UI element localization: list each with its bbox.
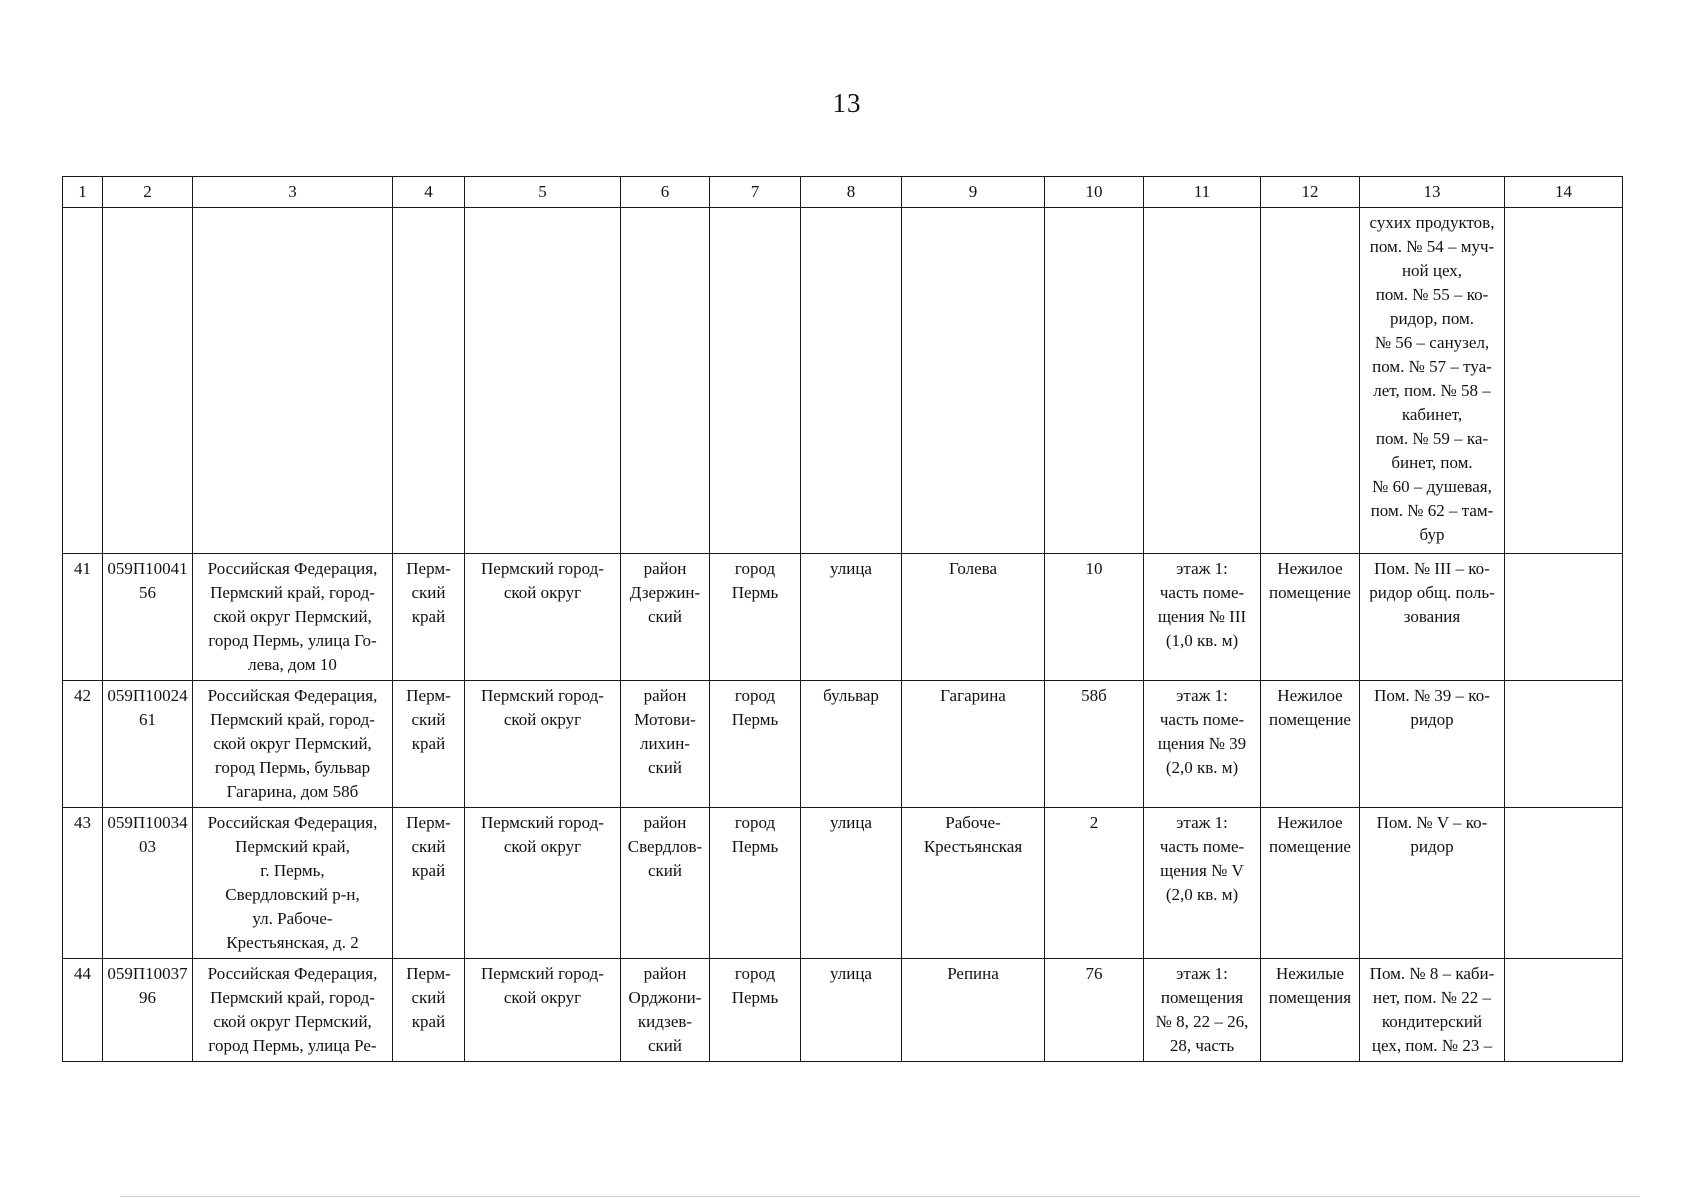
address-cell: Российская Федерация, Пермский край, город- ской округ Пермский, город Пермь, улица Го- лева, дом 10 [193, 554, 393, 681]
column-header: 12 [1261, 177, 1360, 208]
cadastral-code-cell: 059П10041 56 [103, 554, 193, 681]
street-name-cell: Репина [902, 959, 1045, 1062]
column-header: 3 [193, 177, 393, 208]
column-header: 2 [103, 177, 193, 208]
premises-type-cell: Нежилое помещение [1261, 554, 1360, 681]
street-type-cell: бульвар [801, 681, 902, 808]
settlement-cell: город Пермь [710, 959, 801, 1062]
house-number-cell: 10 [1045, 554, 1144, 681]
district-cell: район Орджони- кидзев- ский [621, 959, 710, 1062]
scan-artifact-line [120, 1196, 1640, 1197]
floor-area-cell: этаж 1: помещения № 8, 22 – 26, 28, часть [1144, 959, 1261, 1062]
column-header: 4 [393, 177, 465, 208]
street-name-cell: Гагарина [902, 681, 1045, 808]
table-row [63, 959, 1623, 1062]
address-cell: Российская Федерация, Пермский край, город- ской округ Пермский, город Пермь, улица Ре- [193, 959, 393, 1062]
row-number-cell: 41 [63, 554, 103, 681]
street-name-cell: Рабоче- Крестьянская [902, 808, 1045, 959]
cadastral-code-cell: 059П10024 61 [103, 681, 193, 808]
municipality-cell: Пермский город- ской округ [465, 554, 621, 681]
street-type-cell: улица [801, 959, 902, 1062]
column-header: 1 [63, 177, 103, 208]
cadastral-code-cell: 059П10037 96 [103, 959, 193, 1062]
row-number-cell: 42 [63, 681, 103, 808]
notes-cell [1505, 808, 1623, 959]
floor-area-cell: этаж 1: часть поме- щения № V (2,0 кв. м) [1144, 808, 1261, 959]
floor-area-cell: этаж 1: часть поме- щения № 39 (2,0 кв. м) [1144, 681, 1261, 808]
rooms-cell: сухих продуктов, пом. № 54 – муч- ной цех, пом. № 55 – ко- ридор, пом. № 56 – санузел, пом. № 57 – туа- лет, пом. № 58 – кабинет, пом. № 59 – ка- бинет, пом. № 60 – душевая, пом. № 62 – там- бур [1360, 208, 1505, 554]
rooms-description-cell: Пом. № 8 – каби- нет, пом. № 22 – кондитерский цех, пом. № 23 – [1360, 959, 1505, 1062]
district-cell: район Дзержин- ский [621, 554, 710, 681]
column-header: 9 [902, 177, 1045, 208]
region-cell: Перм- ский край [393, 959, 465, 1062]
premises-type-cell: Нежилое помещение [1261, 808, 1360, 959]
address-cell: Российская Федерация, Пермский край, город- ской округ Пермский, город Пермь, бульвар Гагарина, дом 58б [193, 681, 393, 808]
street-name-cell: Голева [902, 554, 1045, 681]
street-type-cell: улица [801, 808, 902, 959]
table-row [63, 808, 1623, 959]
municipality-cell: Пермский город- ской округ [465, 959, 621, 1062]
column-header: 8 [801, 177, 902, 208]
registry-table [62, 176, 1623, 1062]
rooms-description-cell: Пом. № V – ко- ридор [1360, 808, 1505, 959]
floor-area-cell: этаж 1: часть поме- щения № III (1,0 кв. м) [1144, 554, 1261, 681]
street-type-cell: улица [801, 554, 902, 681]
district-cell: район Свердлов- ский [621, 808, 710, 959]
table-row [63, 681, 1623, 808]
rooms-description-cell: Пом. № III – ко- ридор общ. поль- зования [1360, 554, 1505, 681]
settlement-cell: город Пермь [710, 554, 801, 681]
continuation-row [63, 208, 1623, 554]
municipality-cell: Пермский город- ской округ [465, 681, 621, 808]
house-number-cell: 76 [1045, 959, 1144, 1062]
column-header: 6 [621, 177, 710, 208]
notes-cell [1505, 554, 1623, 681]
rooms-description-cell: Пом. № 39 – ко- ридор [1360, 681, 1505, 808]
address-cell: Российская Федерация, Пермский край, г. Пермь, Свердловский р-н, ул. Рабоче- Крестьянская, д. 2 [193, 808, 393, 959]
column-header: 13 [1360, 177, 1505, 208]
page-number: 13 [832, 88, 862, 118]
column-header: 14 [1505, 177, 1623, 208]
house-number-cell: 58б [1045, 681, 1144, 808]
settlement-cell: город Пермь [710, 808, 801, 959]
column-header: 7 [710, 177, 801, 208]
table-row [63, 554, 1623, 681]
region-cell: Перм- ский край [393, 808, 465, 959]
row-number-cell: 43 [63, 808, 103, 959]
settlement-cell: город Пермь [710, 681, 801, 808]
row-number-cell: 44 [63, 959, 103, 1062]
municipality-cell: Пермский город- ской округ [465, 808, 621, 959]
premises-type-cell: Нежилое помещение [1261, 681, 1360, 808]
column-header: 5 [465, 177, 621, 208]
premises-type-cell: Нежилые помещения [1261, 959, 1360, 1062]
column-header: 10 [1045, 177, 1144, 208]
district-cell: район Мотови- лихин- ский [621, 681, 710, 808]
column-header: 11 [1144, 177, 1261, 208]
region-cell: Перм- ский край [393, 554, 465, 681]
notes-cell [1505, 959, 1623, 1062]
column-numbers-row [63, 177, 1623, 208]
house-number-cell: 2 [1045, 808, 1144, 959]
notes-cell [1505, 681, 1623, 808]
cadastral-code-cell: 059П10034 03 [103, 808, 193, 959]
region-cell: Перм- ский край [393, 681, 465, 808]
